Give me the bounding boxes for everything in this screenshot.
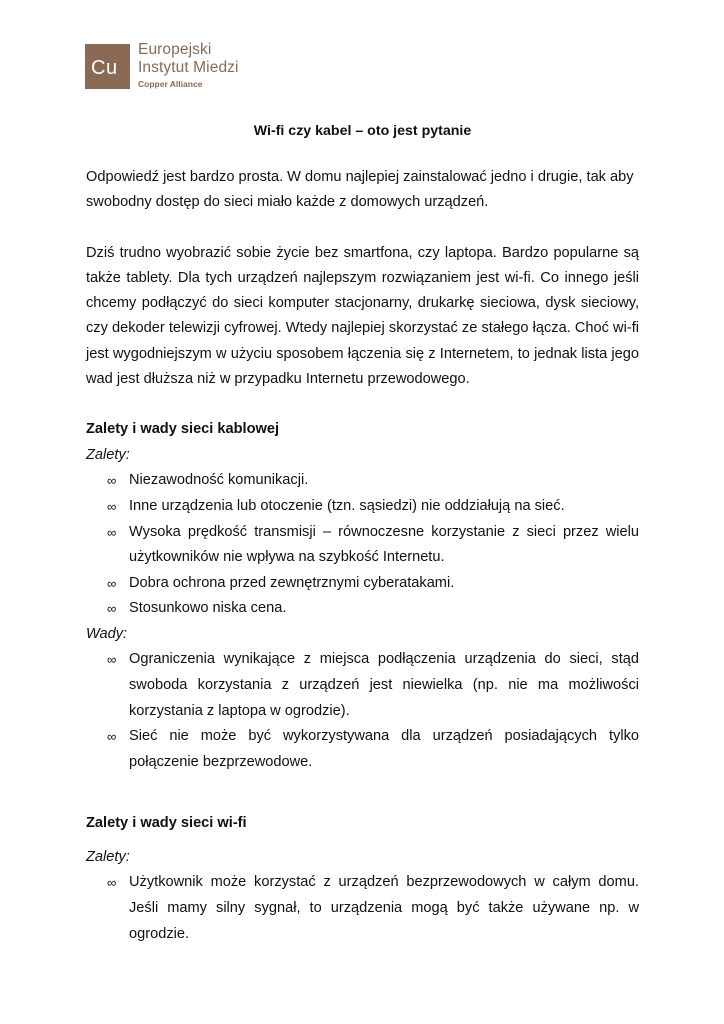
bullet-icon: ∞	[107, 729, 117, 745]
list-item: ∞ Ograniczenia wynikające z miejsca podłączenia urządzenia do sieci, stąd swoboda korzystania z urządzeń jest niewielka (np. nie ma możliwości korzystania z laptopa w ogrodzie).	[86, 647, 639, 724]
list-item: ∞ Dobra ochrona przed zewnętrznymi cyberatakami.	[86, 571, 639, 597]
context-paragraph: Dziś trudno wyobrazić sobie życie bez smartfona, czy laptopa. Bardzo popularne są także tablety. Dla tych urządzeń najlepszym rozwiązaniem jest wi-fi. Co innego jeśli chcemy podłączyć do sieci komputer stacjonarny, drukarkę sieciowa, dysk sieciowy, czy dekoder telewizji cyfrowej. Wtedy najlepiej skorzystać ze stałego łącza. Choć wi-fi jest wygodniejszym w użyciu sposobem łączenia się z Internetem, to jednak lista jego wad jest dłuższa niż w przypadku Internetu przewodowego.	[86, 244, 639, 388]
cons-label-cable: Wady:	[86, 625, 128, 642]
bullet-icon: ∞	[107, 601, 117, 617]
logo-name-line2: Instytut Miedzi	[138, 59, 239, 76]
list-item: ∞ Sieć nie może być wykorzystywana dla urządzeń posiadających tylko połączenie bezprzewodowe.	[86, 724, 639, 775]
list-item: ∞ Użytkownik może korzystać z urządzeń bezprzewodowych w całym domu. Jeśli mamy silny sygnał, to urządzenia mogą być także używane np. w ogrodzie.	[86, 870, 639, 947]
pros-list-wifi	[86, 870, 639, 947]
bullet-icon: ∞	[107, 652, 117, 668]
bullet-icon: ∞	[107, 473, 117, 489]
intro-paragraph: Odpowiedź jest bardzo prosta. W domu najlepiej zainstalować jedno i drugie, tak aby swobodny dostęp do sieci miało każde z domowych urządzeń.	[86, 169, 634, 211]
logo-tagline: Copper Alliance	[138, 79, 203, 89]
pros-label-wifi: Zalety:	[86, 848, 130, 865]
cons-list-cable	[86, 647, 639, 775]
list-item: ∞ Inne urządzenia lub otoczenie (tzn. sąsiedzi) nie oddziałują na sieć.	[86, 494, 639, 520]
section-heading-cable: Zalety i wady sieci kablowej	[86, 421, 280, 438]
list-item: ∞ Stosunkowo niska cena.	[86, 596, 639, 622]
bullet-icon: ∞	[107, 875, 117, 891]
section-heading-wifi: Zalety i wady sieci wi-fi	[86, 815, 247, 832]
document-body	[86, 121, 639, 947]
logo-text	[138, 41, 239, 90]
list-item: ∞ Niezawodność komunikacji.	[86, 468, 639, 494]
bullet-icon: ∞	[107, 575, 117, 591]
logo-name-line1: Europejski	[138, 41, 212, 58]
bullet-icon: ∞	[107, 498, 117, 514]
document-title: Wi-fi czy kabel – oto jest pytanie	[253, 123, 472, 139]
pros-label-cable: Zalety:	[86, 446, 130, 463]
bullet-icon: ∞	[107, 524, 117, 540]
list-item: ∞ Wysoka prędkość transmisji – równoczesne korzystanie z sieci przez wielu użytkowników nie wpływa na szybkość Internetu.	[86, 520, 639, 571]
logo-mark: Cu	[85, 44, 130, 89]
pros-list-cable	[86, 468, 639, 622]
company-logo	[85, 41, 239, 90]
